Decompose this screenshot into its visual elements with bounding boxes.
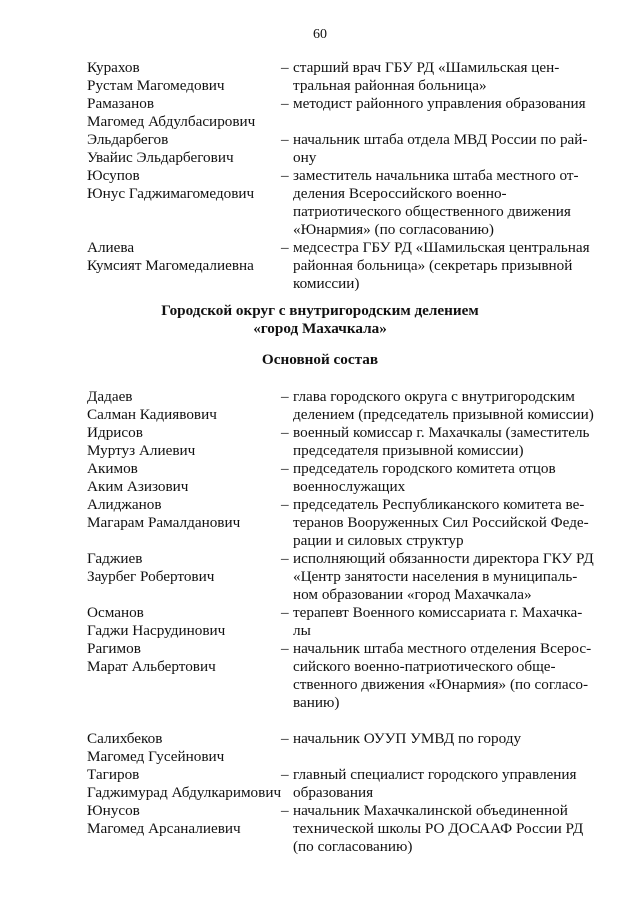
member-entry [0,59,640,95]
member-position [281,239,596,293]
member-surname: Гаджиев [87,550,143,567]
member-name [87,496,277,532]
member-position-line [293,586,596,604]
member-position-text: районная больница» (секретарь призывной [293,257,573,274]
member-position [281,131,596,167]
member-entry [0,131,640,167]
member-given-names: Магарам Рамалданович [87,514,241,531]
member-entry [0,388,640,424]
member-position-text: главный специалист городского управления [293,766,577,783]
member-given-names: Увайис Эльдарбегович [87,149,234,166]
member-position-text: ном образовании «город Махачкала» [293,586,532,603]
member-position-text: терапевт Военного комиссариата г. Махачка- [293,604,583,621]
member-position-text: ванию) [293,694,340,711]
member-position-text: сийского военно-патриотического обще- [293,658,556,675]
member-surname: Алиджанов [87,496,162,513]
member-position-line [293,784,596,802]
section-heading-line-1: Городской округ с внутригородским делением [161,302,479,319]
member-position-text: начальник штаба отдела МВД России по рай- [293,131,588,148]
member-surname: Османов [87,604,144,621]
member-entry [0,766,640,802]
dash-separator: – [281,59,289,76]
member-position-line [293,221,596,239]
member-name [87,640,277,676]
member-position-text: военный комиссар г. Махачкалы (заместитель [293,424,590,441]
member-position-text: старший врач ГБУ РД «Шамильская цен- [293,59,560,76]
member-name [87,239,277,275]
member-name [87,59,277,95]
member-position-line [293,149,596,167]
member-position [281,766,596,802]
member-given-names: Рустам Магомедович [87,77,225,94]
dash-separator: – [281,802,289,819]
member-position-line [281,460,596,478]
member-position-text: ону [293,149,317,166]
member-position-line [293,442,596,460]
member-position-text: теранов Вооруженных Сил Российской Феде- [293,514,589,531]
member-position-line [293,676,596,694]
member-position-line [281,424,596,442]
member-given-names: Муртуз Алиевич [87,442,196,459]
member-name [87,167,277,203]
dash-separator: – [281,550,289,567]
member-position-line [293,77,596,95]
member-position [281,496,596,550]
member-surname: Дадаев [87,388,133,405]
dash-separator: – [281,388,289,405]
member-position [281,604,596,640]
member-entry [0,730,640,766]
member-name [87,550,277,586]
member-position-text: образования [293,784,374,801]
dash-separator: – [281,766,289,783]
member-position-line [293,185,596,203]
member-position-line [293,694,596,712]
dash-separator: – [281,730,289,747]
member-surname: Эльдарбегов [87,131,169,148]
dash-separator: – [281,167,289,184]
member-surname: Курахов [87,59,140,76]
member-entry [0,604,640,640]
member-position-line [293,820,596,838]
member-position [281,95,596,113]
member-position-text: патриотического общественного движения [293,203,571,220]
member-position-line [281,388,596,406]
member-position-line [281,131,596,149]
member-position [281,550,596,604]
member-position-line [293,838,596,856]
member-given-names: Марат Альбертович [87,658,216,675]
member-position-text: «Юнармия» (по согласованию) [293,221,494,238]
member-position-text: председатель Республиканского комитета ве- [293,496,585,513]
member-position-line [281,766,596,784]
member-surname: Алиева [87,239,135,256]
member-position-line [281,604,596,622]
member-surname: Тагиров [87,766,140,783]
member-position [281,59,596,95]
member-entry [0,239,640,293]
dash-separator: – [281,131,289,148]
member-position-text: делением (председатель призывной комиссии) [293,406,594,423]
member-given-names: Заурбег Робертович [87,568,215,585]
member-position-line [293,275,596,293]
member-position-line [293,257,596,275]
member-position [281,802,596,856]
member-position-line [281,550,596,568]
dash-separator: – [281,496,289,513]
member-position-line [293,568,596,586]
member-surname: Юсупов [87,167,140,184]
dash-separator: – [281,95,289,112]
member-position-line [281,239,596,257]
member-entry [0,550,640,604]
member-position-text: медсестра ГБУ РД «Шамильская центральная [293,239,590,256]
main-composition-heading: Основной состав [261,351,379,368]
member-entry [0,424,640,460]
member-position-text: председатель городского комитета отцов [293,460,556,477]
member-position [281,388,596,424]
member-surname: Рагимов [87,640,141,657]
member-entry [0,167,640,239]
section-heading-line-2: «город Махачкала» [253,320,387,337]
member-position-text: начальник штаба местного отделения Всерос- [293,640,592,657]
member-given-names: Юнус Гаджимагомедович [87,185,255,202]
member-given-names: Гаджимурад Абдулкаримович [87,784,282,801]
member-given-names: Аким Азизович [87,478,189,495]
member-position-line [293,406,596,424]
member-name [87,388,277,424]
member-position-text: «Центр занятости населения в муниципаль- [293,568,578,585]
member-position-line [281,730,596,748]
member-position [281,730,596,748]
member-name [87,802,277,838]
member-given-names: Магомед Абдулбасирович [87,113,256,130]
member-entry [0,460,640,496]
member-entry [0,95,640,131]
member-name [87,460,277,496]
member-position-line [281,59,596,77]
member-surname: Идрисов [87,424,143,441]
member-position-text: комиссии) [293,275,360,292]
member-surname: Рамазанов [87,95,155,112]
member-name [87,424,277,460]
member-given-names: Салман Кадиявович [87,406,217,423]
member-position [281,460,596,496]
member-position-line [281,496,596,514]
member-position-line [281,167,596,185]
member-position [281,424,596,460]
member-position-text: начальник ОУУП УМВД по городу [293,730,522,747]
member-entry [0,496,640,550]
member-surname: Акимов [87,460,138,477]
members-list-section-2 [0,388,640,856]
member-position-line [293,478,596,496]
member-position-text: исполняющий обязанности директора ГКУ РД [293,550,594,567]
member-position-text: рации и силовых структур [293,532,464,549]
member-position-line [293,658,596,676]
member-position-text: лы [293,622,311,639]
member-surname: Юнусов [87,802,140,819]
member-position [281,167,596,239]
member-entry [0,640,640,712]
dash-separator: – [281,460,289,477]
member-name [87,95,277,131]
member-position-text: тральная районная больница» [293,77,487,94]
member-position-text: глава городского округа с внутригородским [293,388,575,405]
dash-separator: – [281,239,289,256]
member-given-names: Гаджи Насрудинович [87,622,226,639]
member-position-text: ственного движения «Юнармия» (по согласо- [293,676,589,693]
member-position-text: председателя призывной комиссии) [293,442,524,459]
member-position-text: начальник Махачкалинской объединенной [293,802,568,819]
member-position-line [293,514,596,532]
member-position-text: заместитель начальника штаба местного от- [293,167,579,184]
page-number: 60 [313,27,327,42]
dash-separator: – [281,640,289,657]
section-heading [0,302,640,338]
member-entry [0,802,640,856]
member-position-text: деления Всероссийского военно- [293,185,507,202]
member-position-text: технической школы РО ДОСААФ России РД [293,820,584,837]
member-position [281,640,596,712]
member-surname: Салихбеков [87,730,163,747]
member-position-text: военнослужащих [293,478,406,495]
member-position-line [293,622,596,640]
member-given-names: Магомед Арсаналиевич [87,820,241,837]
member-given-names: Магомед Гусейнович [87,748,225,765]
member-position-line [293,203,596,221]
member-name [87,604,277,640]
member-position-text: методист районного управления образования [293,95,586,112]
member-position-line [281,802,596,820]
member-name [87,766,282,802]
members-list-section-1 [0,59,640,293]
member-position-text: (по согласованию) [293,838,413,855]
dash-separator: – [281,424,289,441]
member-position-line [281,640,596,658]
member-name [87,131,277,167]
member-given-names: Кумсият Магомедалиевна [87,257,254,274]
member-name [87,730,277,766]
member-position-line [293,532,596,550]
dash-separator: – [281,604,289,621]
member-position-line [281,95,596,113]
